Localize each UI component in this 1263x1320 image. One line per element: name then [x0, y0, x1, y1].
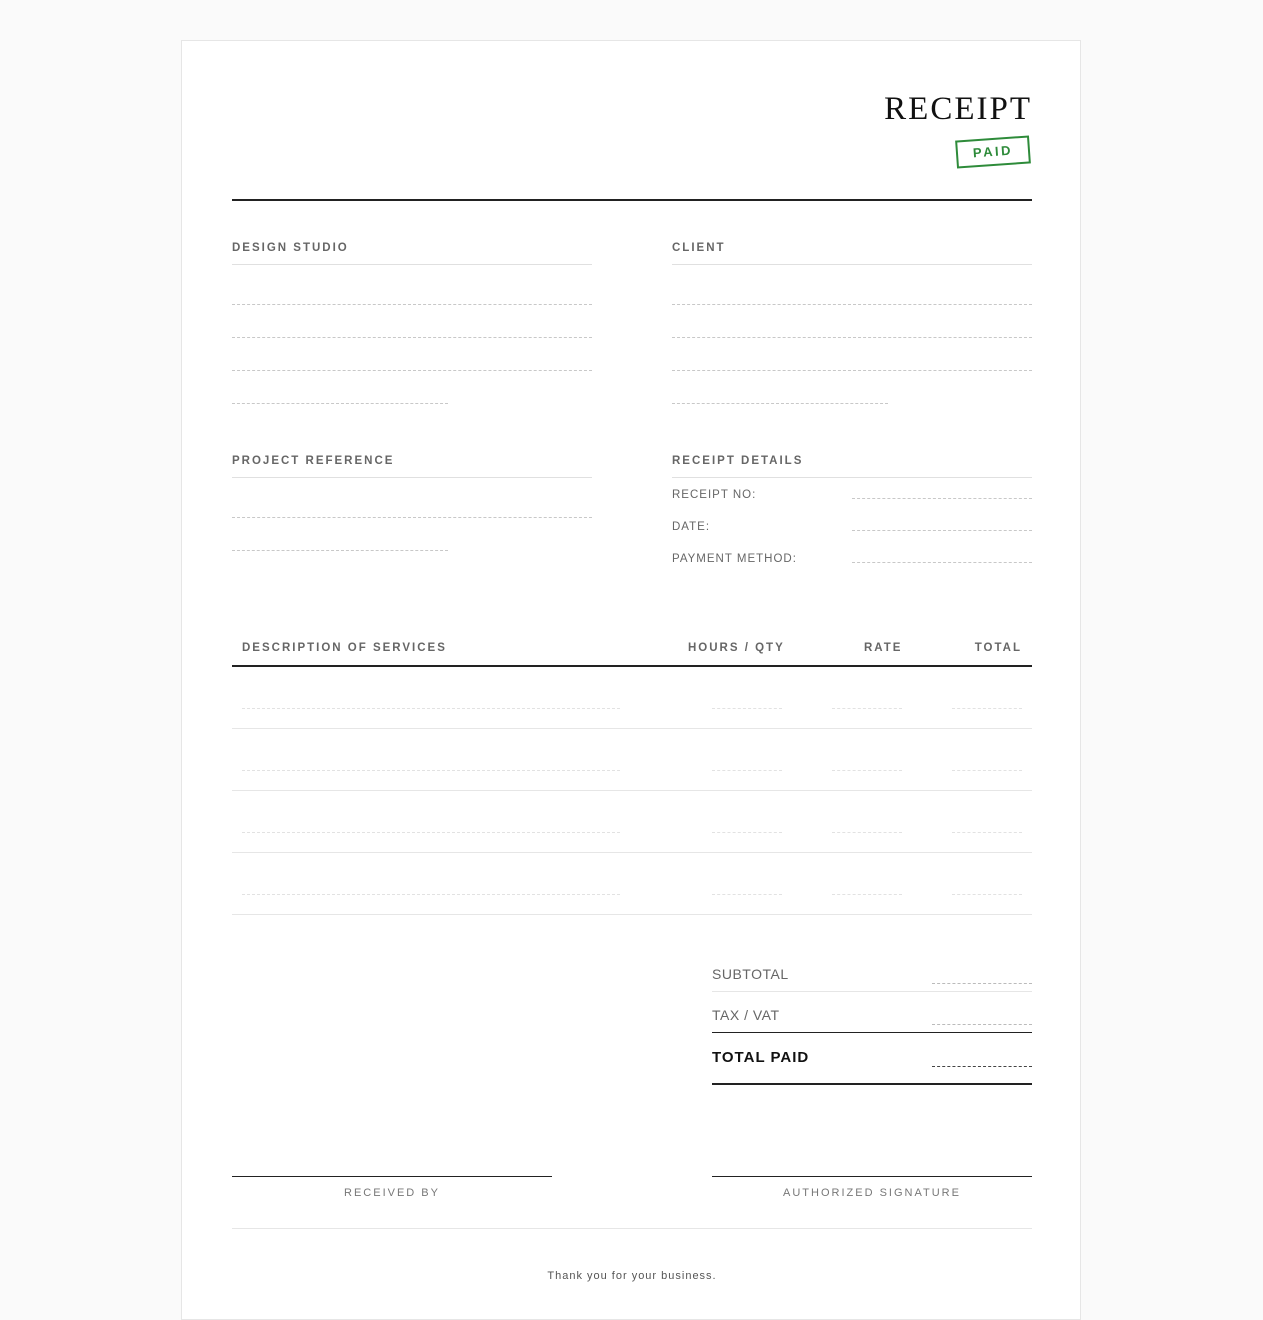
tax-field[interactable]: [932, 1024, 1032, 1025]
client-line[interactable]: [672, 338, 1032, 371]
total-cell[interactable]: [952, 832, 1022, 833]
project-line[interactable]: [232, 478, 592, 518]
total-cell[interactable]: [952, 770, 1022, 771]
receipt-content: [232, 41, 1032, 1282]
studio-label: DESIGN STUDIO: [232, 241, 592, 265]
authorized-signature: [712, 1176, 1032, 1200]
date-row: [672, 510, 1032, 542]
receipt-no-row: [672, 478, 1032, 510]
received-by-signature: [232, 1176, 552, 1200]
payment-method-label: PAYMENT METHOD:: [672, 553, 797, 565]
date-label: DATE:: [672, 521, 711, 533]
description-cell[interactable]: [242, 832, 620, 833]
details-label: RECEIPT DETAILS: [672, 454, 1032, 478]
project-line[interactable]: [232, 518, 448, 551]
rate-cell[interactable]: [832, 894, 902, 895]
table-row: [232, 729, 1032, 791]
rate-cell[interactable]: [832, 708, 902, 709]
qty-cell[interactable]: [712, 770, 782, 771]
received-by-line[interactable]: [232, 1176, 552, 1177]
column-description: DESCRIPTION OF SERVICES: [242, 642, 447, 654]
qty-cell[interactable]: [712, 832, 782, 833]
page-title: RECEIPT: [884, 91, 1032, 127]
rate-cell[interactable]: [832, 770, 902, 771]
receipt-header: [232, 41, 1032, 201]
tax-label: TAX / VAT: [712, 1007, 780, 1023]
studio-section: [232, 241, 592, 404]
description-cell[interactable]: [242, 894, 620, 895]
client-label: CLIENT: [672, 241, 1032, 265]
footer-divider: [232, 1228, 1032, 1229]
rate-cell[interactable]: [832, 832, 902, 833]
table-row: [232, 853, 1032, 915]
total-cell[interactable]: [952, 708, 1022, 709]
client-section: [672, 241, 1032, 404]
tax-row: [712, 992, 1032, 1033]
subtotal-field[interactable]: [932, 983, 1032, 984]
column-rate: RATE: [864, 642, 903, 654]
studio-line[interactable]: [232, 305, 592, 338]
services-table: [232, 636, 1032, 915]
authorized-signature-label: AUTHORIZED SIGNATURE: [783, 1187, 961, 1199]
description-cell[interactable]: [242, 708, 620, 709]
column-total: TOTAL: [974, 642, 1022, 654]
column-qty: HOURS / QTY: [688, 642, 785, 654]
client-line[interactable]: [672, 305, 1032, 338]
project-section: [232, 454, 592, 551]
qty-cell[interactable]: [712, 708, 782, 709]
project-label: PROJECT REFERENCE: [232, 454, 592, 478]
receipt-no-label: RECEIPT NO:: [672, 489, 757, 501]
total-paid-label: TOTAL PAID: [712, 1049, 810, 1066]
client-line[interactable]: [672, 265, 1032, 305]
details-section: [672, 454, 1032, 574]
payment-method-field[interactable]: [852, 562, 1032, 563]
paid-stamp: PAID: [955, 135, 1031, 168]
client-line[interactable]: [672, 371, 888, 404]
table-header: [232, 636, 1032, 667]
total-paid-row: [712, 1033, 1032, 1085]
received-by-label: RECEIVED BY: [344, 1187, 440, 1199]
description-cell[interactable]: [242, 770, 620, 771]
total-paid-field[interactable]: [932, 1066, 1032, 1067]
thank-you-note: Thank you for your business.: [547, 1270, 717, 1282]
studio-line[interactable]: [232, 371, 448, 404]
table-row: [232, 791, 1032, 853]
receipt-no-field[interactable]: [852, 498, 1032, 499]
receipt-page: [181, 40, 1081, 1320]
subtotal-row: [712, 951, 1032, 992]
table-row: [232, 667, 1032, 729]
authorized-signature-line[interactable]: [712, 1176, 1032, 1177]
studio-line[interactable]: [232, 338, 592, 371]
totals-block: [712, 951, 1032, 1085]
date-field[interactable]: [852, 530, 1032, 531]
studio-line[interactable]: [232, 265, 592, 305]
subtotal-label: SUBTOTAL: [712, 966, 789, 982]
total-cell[interactable]: [952, 894, 1022, 895]
payment-method-row: [672, 542, 1032, 574]
qty-cell[interactable]: [712, 894, 782, 895]
